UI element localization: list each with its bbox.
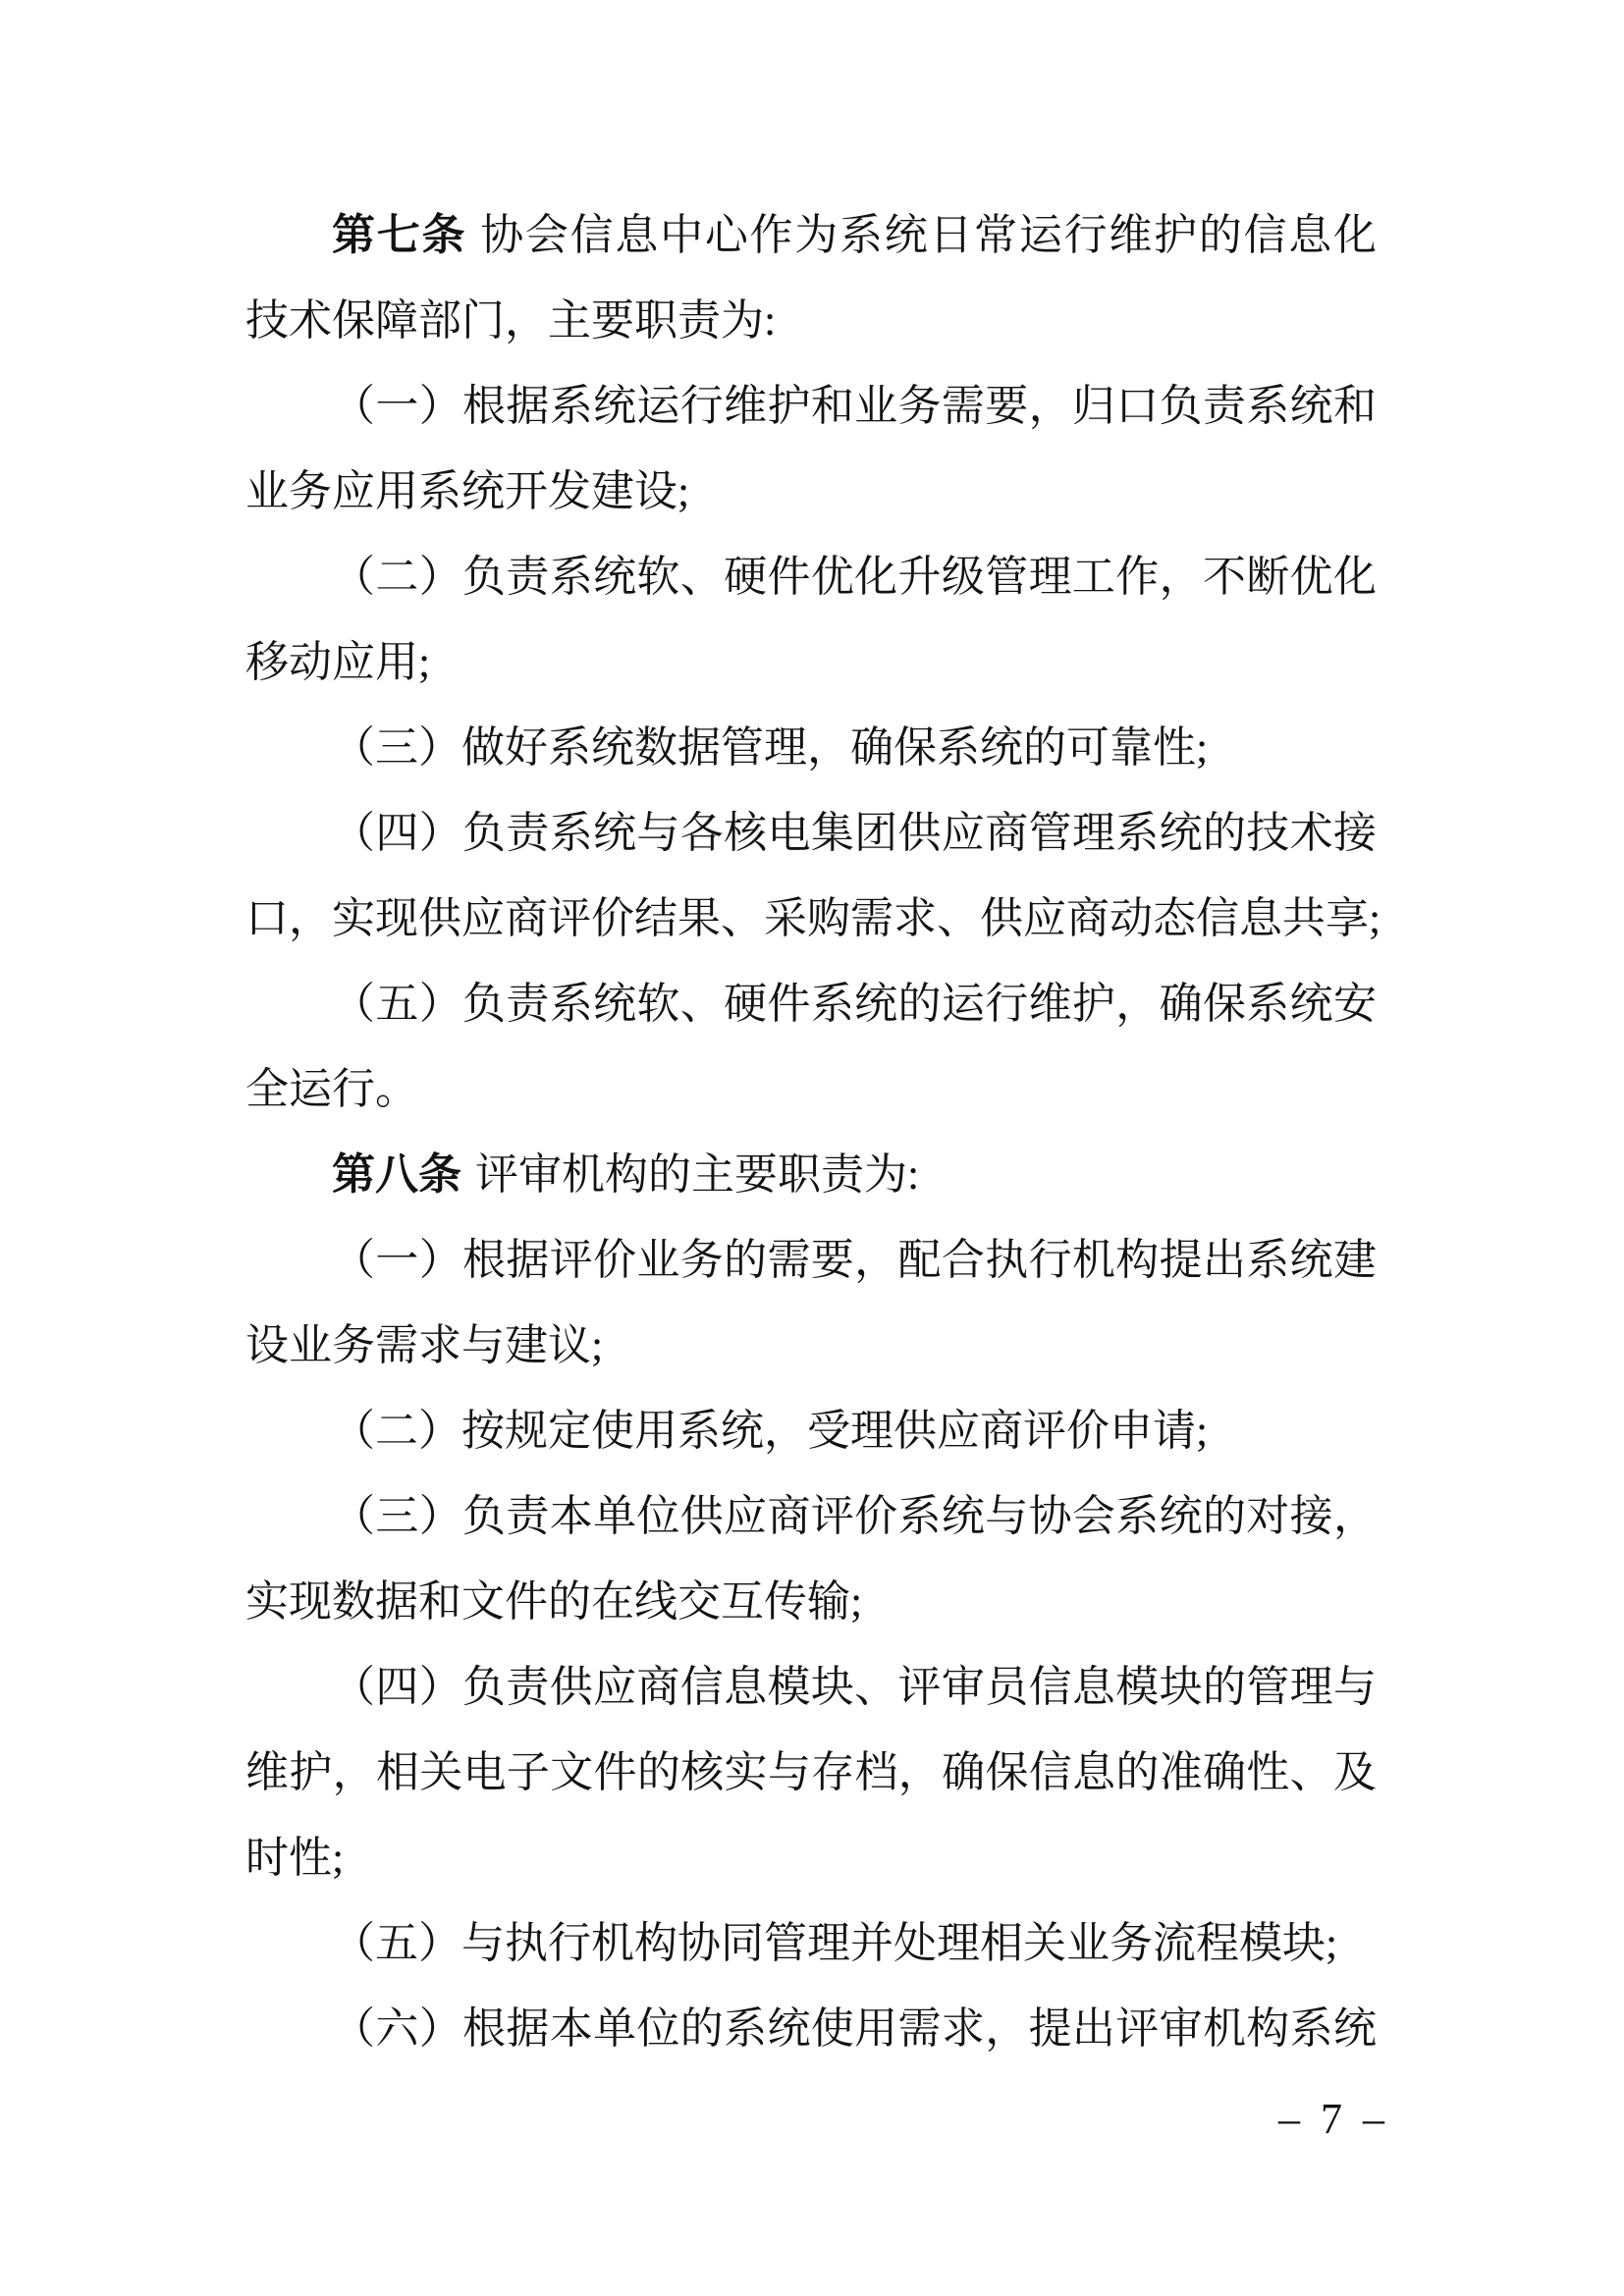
- article-number: 第八条: [332, 1150, 461, 1199]
- text-line: （二）负责系统软、硬件优化升级管理工作，不断优化: [332, 553, 1377, 601]
- text-line: （一）根据系统运行维护和业务需要，归口负责系统和: [332, 382, 1377, 430]
- text-line: （三）做好系统数据管理，确保系统的可靠性;: [332, 723, 1209, 772]
- text-line: 维护，相关电子文件的核实与存档，确保信息的准确性、及: [245, 1748, 1377, 1796]
- text-line: （一）根据评价业务的需要，配合执行机构提出系统建: [332, 1236, 1377, 1284]
- text-line: 移动应用;: [245, 638, 431, 686]
- text-line: 全运行。: [245, 1065, 418, 1113]
- text-line: （四）负责系统与各核电集团供应商管理系统的技术接: [332, 809, 1377, 857]
- text-line: 实现数据和文件的在线交互传输;: [245, 1577, 863, 1626]
- page-number: – 7 –: [1278, 2095, 1384, 2143]
- text-line: 口，实现供应商评价结果、采购需求、供应商动态信息共享;: [245, 894, 1381, 942]
- text-block: [245, 192, 1381, 2071]
- text-line: （四）负责供应商信息模块、评审员信息模块的管理与: [332, 1663, 1377, 1711]
- text-line: 时性;: [245, 1834, 345, 1882]
- text-line: 业务应用系统开发建设;: [245, 467, 690, 515]
- text-line: 第八条 评审机构的主要职责为:: [332, 1150, 920, 1199]
- text-line: （三）负责本单位供应商评价系统与协会系统的对接，: [332, 1492, 1377, 1540]
- text-line: 设业务需求与建议;: [245, 1321, 604, 1369]
- text-line: （六）根据本单位的系统使用需求，提出评审机构系统: [332, 2004, 1377, 2053]
- text-line: （五）与执行机构协同管理并处理相关业务流程模块;: [332, 1919, 1338, 1967]
- text-line: （五）负责系统软、硬件系统的运行维护，确保系统安: [332, 980, 1377, 1028]
- text-line: （二）按规定使用系统，受理供应商评价申请;: [332, 1407, 1209, 1455]
- text-line: 第七条 协会信息中心作为系统日常运行维护的信息化: [332, 211, 1378, 259]
- article-number: 第七条: [332, 211, 467, 259]
- text-line: 技术保障部门，主要职责为:: [245, 296, 777, 345]
